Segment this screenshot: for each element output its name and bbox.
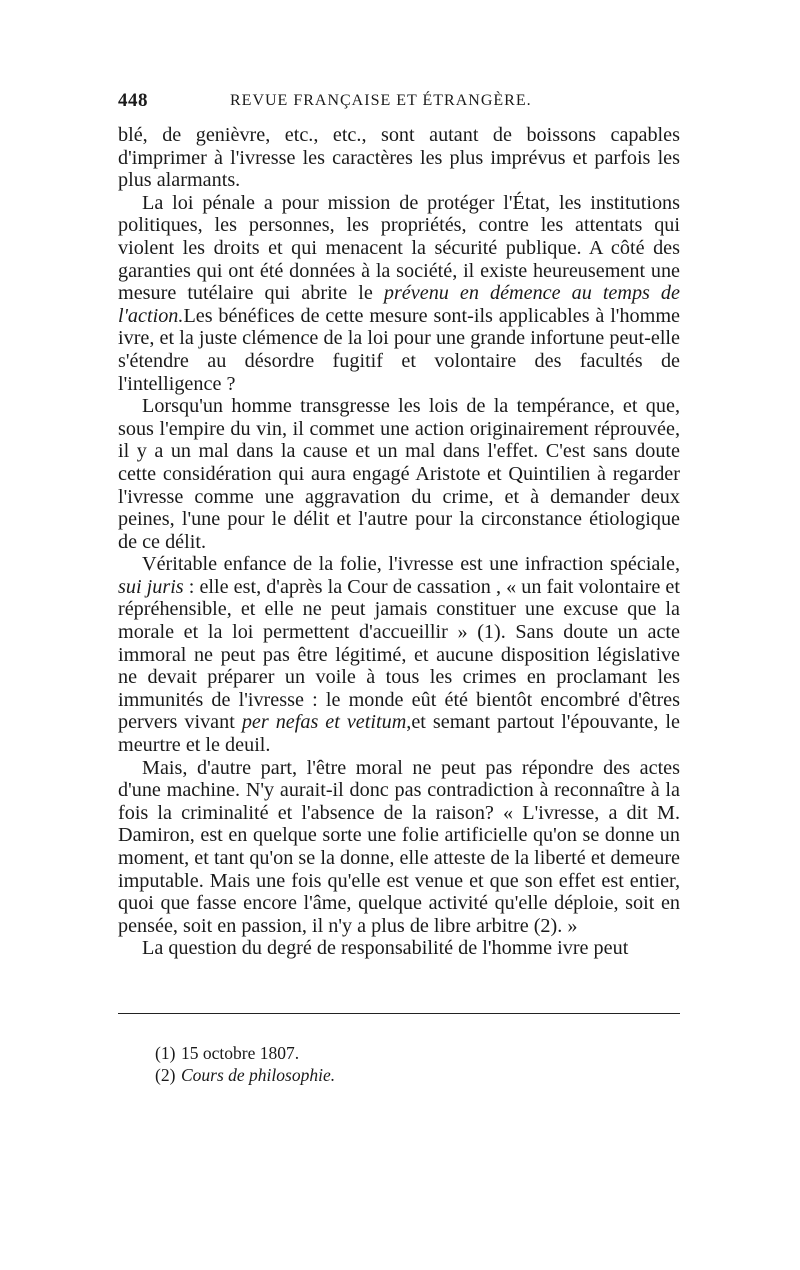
page-number: 448 <box>118 90 148 111</box>
page-header <box>118 90 680 124</box>
footnote <box>155 1042 335 1064</box>
text-run: La question du degré de responsabilité de l'homme ivre peut <box>142 937 629 960</box>
italic-text: sui juris <box>118 575 184 598</box>
italic-text: prévenu en démence au temps de l'action. <box>118 282 680 327</box>
paragraph <box>118 553 680 756</box>
paragraph <box>118 192 680 395</box>
document-page <box>118 90 680 1085</box>
text-run: Véritable enfance de la folie, l'ivresse est une infraction spéciale, <box>142 553 680 576</box>
text-run: Mais, d'autre part, l'être moral ne peut pas répondre des actes d'une machine. N'y aurait-il donc pas contradiction à reconnaître à la fois la criminalité et l'absence de la raison? « L'ivresse, a dit M. Damiron, est en quelque sorte une folie artificielle qu'on se donne un moment, et tant qu'on se la donne, elle atteste de la liberté et demeure imputable. Mais une fois qu'elle est venue et que son effet est entier, quoi que fasse encore l'âme, quelque activité qu'elle déploie, soit en pensée, soit en passion, il n'y a plus de libre arbitre (2). » <box>118 756 680 937</box>
footnote <box>155 1064 335 1086</box>
footnote-rule <box>118 1013 680 1014</box>
text-run: : elle est, d'après la Cour de cassation , « un fait volontaire et répréhensible, et elle ne peut jamais constituer une excuse que la morale et la loi permettent d'accueillir » (1). Sans doute un acte immoral ne peut pas être légitimé, et aucune disposition législative ne devait préparer un voile à tous les crimes en proclamant les immunités de l'ivresse : le monde eût été bientôt encombré d'êtres pervers vivant <box>118 575 680 734</box>
paragraph <box>118 395 680 553</box>
running-title: REVUE FRANÇAISE ET ÉTRANGÈRE. <box>230 92 532 109</box>
footnote-text: 15 octobre 1807. <box>181 1043 300 1063</box>
footnotes <box>155 1042 335 1086</box>
italic-text: per nefas et vetitum <box>241 711 407 734</box>
paragraph <box>118 937 680 960</box>
paragraph <box>118 124 680 192</box>
footnote-marker: (2) <box>155 1065 176 1085</box>
body-text <box>118 124 680 960</box>
footnote-text: Cours de philosophie. <box>181 1065 336 1085</box>
paragraph <box>118 757 680 938</box>
text-run: Lorsqu'un homme transgresse les lois de la tempérance, et que, sous l'empire du vin, il commet une action originairement réprouvée, il y a un mal dans la cause et un mal dans l'effet. C'est sans doute cette considération qui aura engagé Aristote et Quintilien à regarder l'ivresse comme une aggravation du crime, et à demander deux peines, l'une pour le délit et l'autre pour la circonstance étiologique de ce délit. <box>118 395 680 553</box>
text-run: Les bénéfices de cette mesure sont-ils applicables à l'homme ivre, et la juste clémence de la loi pour une grande infortune peut-elle s'étendre au désordre fugitif et volontaire des facultés de l'intelligence ? <box>118 304 680 395</box>
text-run: ,et semant partout l'épouvante, le meurtre et le deuil. <box>118 711 680 757</box>
footnote-marker: (1) <box>155 1043 176 1063</box>
text-run: blé, de genièvre, etc., etc., sont autant de boissons capables d'imprimer à l'ivresse les caractères les plus imprévus et parfois les plus alarmants. <box>118 124 680 192</box>
text-run: La loi pénale a pour mission de protéger l'État, les institutions politiques, les personnes, les propriétés, contre les attentats qui violent les droits et qui menacent la sécurité publique. A côté des garanties qui ont été données à la société, il existe heureusement une mesure tutélaire qui abrite le <box>118 191 680 305</box>
